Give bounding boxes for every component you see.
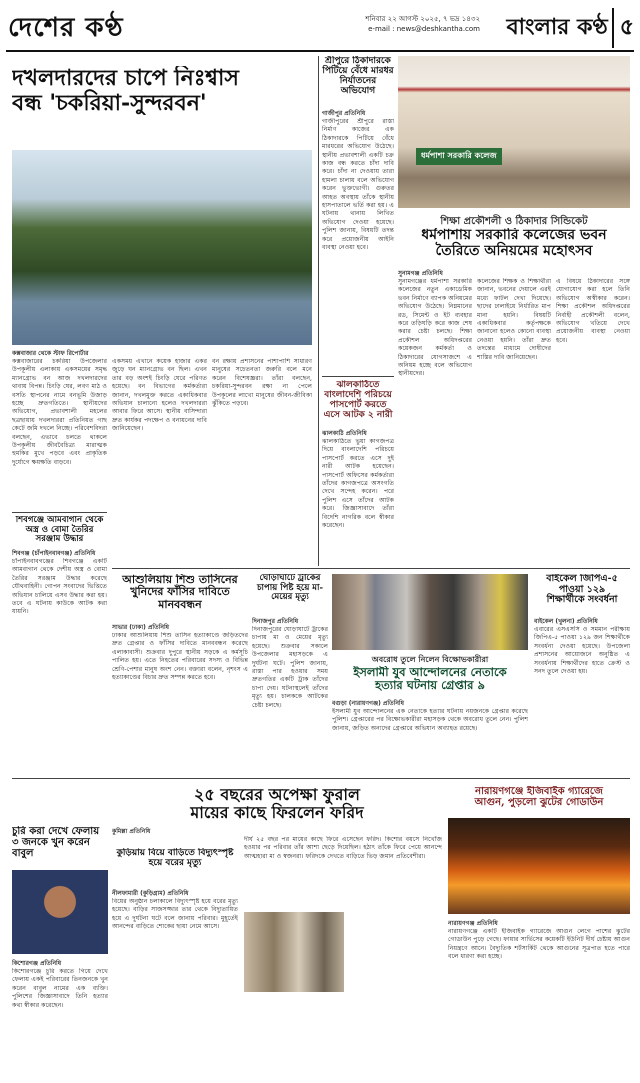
bike-headline-line3: শিক্ষার্থীকে সংবর্ধনা <box>546 594 618 606</box>
theft-byline: কিশোরগঞ্জ প্রতিনিধি <box>12 960 62 967</box>
theft-headline: চুরি করা দেখে ফেলায় ৩ জনকে খুন করেন বাবুল <box>12 826 100 860</box>
lead-headline <box>12 66 312 115</box>
ashulia-byline: সাভার (ঢাকা) প্রতিনিধি <box>112 624 170 631</box>
farid-body: দীর্ঘ ২৫ বছর পর মায়ের কাছে ফিরে এসেছেন ফরিদ। কিশোর বয়সে নিখোঁজ হওয়ার পর পরিবার তাঁর আশা ছেড়ে দিয়েছিল। হঠাৎ তাঁকে ফিরে পেয়ে আনন্দে আত্মহারা মা ও স্বজনরা। ফরিদকে দেখতে বাড়িতে ভিড় জমান প্রতিবেশীরা। <box>244 836 442 860</box>
kurigram-byline: নীলফামারী (কুড়িগ্রাম) প্রতিনিধি <box>112 890 189 897</box>
arrest-headline-line2: হত্যার ঘটনায় গ্রেপ্তার ৯ <box>375 677 485 692</box>
farid-headline-line2: মায়ের কাছে ফিরলেন ফরিদ <box>190 802 364 822</box>
arrest-subhead: অবরোধ তুলে নিলেন বিক্ষোভকারীরা <box>371 655 489 664</box>
arrest-photo <box>332 574 528 650</box>
theft-body: কিশোরগঞ্জে চুরি করতে গিয়ে দেখে ফেলায় একই পরিবারের তিনজনকে খুন করেন বাবুল নামের এক ব্যক্তি। পুলিশের জিজ্ঞাসাবাদে তিনি হত্যার কথা স্বীকার করেছেন। <box>12 968 108 1009</box>
bike-headline-line2: পাওয়া ১২৯ <box>558 583 606 595</box>
college-headline-line1: ধর্মপাশায় সরকারি কলেজের ভবন <box>421 228 607 243</box>
shibganj-body: চাঁপাইনবাবগঞ্জের শিবগঞ্জে একটি আমবাগান থেকে দেশীয় অস্ত্র ও বোমা তৈরির সরঞ্জাম উদ্ধার করেছে যৌথবাহিনী। গোপন সংবাদের ভিত্তিতে অভিযান চালিয়ে এসব উদ্ধার করা হয়। তবে এ ঘটনায় কাউকে আটক করা যায়নি। <box>12 558 107 616</box>
lead-caption: কক্সবাজার থেকে স্টাফ রিপোর্টার <box>12 350 89 357</box>
farid-byline: কুমিল্লা প্রতিনিধি <box>112 828 151 835</box>
valukathi-byline: ঝালকাঠি প্রতিনিধি <box>322 430 367 437</box>
farid-headline-line1: ২৫ বছরের অপেক্ষা ফুরাল <box>194 786 360 804</box>
bike-body: এবারের এসএসসি ও সমমান পরীক্ষায় জিপিএ-৫ পাওয়া ১২৯ জন শিক্ষার্থীকে সংবর্ধনা দেওয়া হয়েছে। উপজেলা প্রশাসনের আয়োজনে অনুষ্ঠিত এ সংবর্ধনায় শিক্ষার্থীদের হাতে ক্রেস্ট ও সনদ তুলে দেওয়া হয়। <box>534 626 630 676</box>
divider <box>12 778 630 779</box>
college-headline-line2: তৈরিতে অনিয়মের মহোৎসব <box>435 242 593 259</box>
lead-headline-line2: বন্ধ 'চকরিয়া-সুন্দরবন' <box>12 89 207 116</box>
masthead-dateline <box>330 8 480 48</box>
college-sign: ধর্মপাশা সরকারি কলেজ <box>416 148 502 165</box>
college-body-col3: এ বিষয়ে ঠিকাদারের সঙ্গে যোগাযোগ করা হলে তিনি অভিযোগ অস্বীকার করেন। শিক্ষা প্রকৌশল অধিদপ্তরের নির্বাহী প্রকৌশলী বলেন, অভিযোগ খতিয়ে দেখে প্রয়োজনীয় ব্যবস্থা নেওয়া হবে। <box>556 278 630 344</box>
email-line: e-mail : news@deshkantha.com <box>368 25 480 33</box>
fire-byline: নারায়ণগঞ্জ প্রতিনিধি <box>448 920 498 927</box>
ashulia-headline-line3: মানববন্ধন <box>158 597 202 611</box>
lead-photo-mangrove <box>12 150 312 345</box>
theft-photo <box>12 870 108 954</box>
fire-headline <box>448 786 630 808</box>
college-headline <box>398 228 630 259</box>
ashulia-headline-line1: আশুলিয়ায় শিশু তাসিনের <box>122 574 238 586</box>
college-byline: সুনামগঞ্জ প্রতিনিধি <box>398 270 443 277</box>
divider <box>12 512 107 513</box>
college-photo <box>398 56 630 208</box>
farid-photo <box>244 912 344 992</box>
sreepur-byline: গাজীপুর প্রতিনিধি <box>322 110 366 117</box>
fire-photo <box>448 818 630 914</box>
kurigram-headline: কুড়িয়ায় বিয়ে বাড়িতে বিদ্যুৎস্পৃষ্ট হয়ে বরের মৃত্যু <box>116 848 234 869</box>
fire-headline-line1: নারায়ণগঞ্জে ইজিবাইক গ্যারেজে <box>475 786 603 797</box>
truck-body: দিনাজপুরের ঘোড়াঘাটে ট্রাকের চাপায় মা ও মেয়ের মৃত্যু হয়েছে। শুক্রবার সকালে উপজেলার মহাসড়কে এ দুর্ঘটনা ঘটে। পুলিশ জানায়, রাস্তা পার হওয়ার সময় দ্রুতগতির একটি ট্রাক তাঁদের চাপা দেয়। ঘটনাস্থলেই তাঁদের মৃত্যু হয়। চালককে আটকের চেষ্টা চলছে। <box>252 626 328 709</box>
masthead-rule <box>6 50 634 52</box>
fire-headline-line2: আগুন, পুড়লো ঝুটের গোডাউন <box>474 797 604 809</box>
arrest-headline-line1: ইসলামী যুব আন্দোলনের নেতাকে <box>353 666 507 679</box>
lead-body-col3: বন রক্ষায় প্রশাসনের পাশাপাশি সাধারণ মানুষের সচেতনতা জরুরি বলে মনে করেন বিশেষজ্ঞরা। তাঁরা বলছেন, চকরিয়া-সুন্দরবন রক্ষা না পেলে উপকূলের লাখো মানুষের জীবন-জীবিকা ঝুঁকিতে পড়বে। <box>212 358 312 408</box>
shibganj-headline: শিবগঞ্জে আমবাগান থেকে অস্ত্র ও বোমা তৈরির সরঞ্জাম উদ্ধার <box>15 516 104 545</box>
fire-body: নারায়ণগঞ্জে একটি ইজিবাইক গ্যারেজে আগুন লেগে পাশের ঝুটের গোডাউন পুড়ে গেছে। ফায়ার সার্ভিসের কয়েকটি ইউনিট দীর্ঘ চেষ্টায় আগুন নিয়ন্ত্রণে আনে। বৈদ্যুতিক শর্টসার্কিট থেকে আগুনের সূত্রপাত হতে পারে বলে ধারণা করা হচ্ছে। <box>448 928 630 961</box>
ashulia-body: ঢাকার আশুলিয়ায় শিশু তাসিন হত্যাকাণ্ডে জড়িতদের দ্রুত গ্রেপ্তার ও ফাঁসির দাবিতে মানববন্ধন করেছে এলাকাবাসী। শুক্রবার দুপুরে স্থানীয় সড়কে এ কর্মসূচি পালিত হয়। এতে নিহতের পরিবারের সদস্য ও বিভিন্ন শ্রেণি-পেশার মানুষ অংশ নেন। বক্তারা বলেন, নৃশংস এ হত্যাকাণ্ডের বিচার দ্রুত সম্পন্ন করতে হবে। <box>112 632 248 682</box>
bike-headline-line1: বাইকেল জিপিএ-৫ <box>546 574 618 584</box>
masthead-left-title: দেশের কণ্ঠ <box>8 13 124 43</box>
ashulia-headline <box>112 574 248 611</box>
college-subhead: শিক্ষা প্রকৌশলী ও ঠিকাদার সিন্ডিকেট <box>440 216 588 227</box>
sreepur-body: গাজীপুরের শ্রীপুরে রাস্তা নির্মাণ কাজের এক ঠিকাদারকে পিটিয়ে বেঁধে মারধরের অভিযোগ উঠেছে। স্থানীয় প্রভাবশালী একটি চক্র কাজ বন্ধ করতে চাঁদা দাবি করে। চাঁদা না দেওয়ায় তারা হামলা চালায় বলে অভিযোগ করেন ভুক্তভোগী। গুরুতর আহত অবস্থায় তাঁকে স্থানীয় হাসপাতালে ভর্তি করা হয়। এ ঘটনায় থানায় লিখিত অভিযোগ দেওয়া হয়েছে। পুলিশ জানায়, বিষয়টি তদন্ত করে প্রয়োজনীয় আইনি ব্যবস্থা নেওয়া হবে। <box>322 118 394 252</box>
sreepur-headline: শ্রীপুরে ঠিকাদারকে পিটিয়ে বেঁধে মারধর নির্যাতনের অভিযোগ <box>322 56 394 97</box>
page-number: ৫ <box>612 8 634 48</box>
shibganj-byline: শিবগঞ্জ (চাঁপাইনবাবগঞ্জ) প্রতিনিধি <box>12 550 96 557</box>
masthead-right <box>484 8 634 48</box>
farid-headline <box>112 786 442 822</box>
lead-headline-line1: দখলদারদের চাপে নিঃশ্বাস <box>12 66 239 91</box>
divider <box>112 568 630 569</box>
valukathi-headline: ঝালকাঠিতে বাংলাদেশি পরিচয়ে পাসপোর্ট করতে এসে আটক ২ নারী <box>323 380 393 421</box>
college-body-col2: কলেজের শিক্ষক ও শিক্ষার্থীরা জানান, ভবনের দেয়ালে এরই মধ্যে ফাটল দেখা দিয়েছে। ছাদের ঢালাইয়ে নির্ধারিত মাপ মানা হয়নি। বিষয়টি একাধিকবার কর্তৃপক্ষকে জানানো হলেও কোনো ব্যবস্থা নেওয়া হয়নি। তাঁরা দ্রুত তদন্তের মাধ্যমে দোষীদের শাস্তির দাবি জানিয়েছেন। <box>477 278 551 361</box>
lead-body-col2: একসময় এখানে কয়েক হাজার একর জুড়ে ঘন ম্যানগ্রোভ বন ছিল। এখন তার বড় অংশই চিংড়ি ঘেরে পরিণত হয়েছে। বন বিভাগের কর্মকর্তারা জানান, দখলমুক্ত করতে একাধিকবার অভিযান চালানো হলেও দখলদাররা আবার ফিরে আসে। স্থানীয় বাসিন্দারা দ্রুত কার্যকর পদক্ষেপ ও বনায়নের দাবি জানিয়েছেন। <box>112 358 207 433</box>
column-divider <box>318 56 319 566</box>
valukathi-body: ঝালকাঠিতে ভুয়া কাগজপত্র দিয়ে বাংলাদেশি পরিচয়ে পাসপোর্ট করতে এসে দুই নারী আটক হয়েছেন। পাসপোর্ট অফিসের কর্মকর্তারা তাঁদের কাগজপত্রে অসংগতি দেখে সন্দেহ করেন। পরে পুলিশ এসে তাঁদের আটক করে। জিজ্ঞাসাবাদে তাঁরা বিদেশি নাগরিক বলে স্বীকার করেছেন। <box>322 438 394 530</box>
ashulia-headline-line2: খুনিদের ফাঁসির দাবিতে <box>130 585 230 599</box>
truck-headline: ঘোড়াঘাটে ট্রাকের চাপায় পিষ্ট হয়ে মা-মেয়ের মৃত্যু <box>256 574 324 603</box>
kurigram-body: বিয়ের অনুষ্ঠান চলাকালে বিদ্যুৎস্পৃষ্ট হয়ে বরের মৃত্যু হয়েছে। বাড়ির সাজসজ্জার তার থেকে বিদ্যুতায়িত হয়ে এ দুর্ঘটনা ঘটে বলে জানায় পরিবার। মুহূর্তেই আনন্দের বাড়িতে শোকের ছায়া নেমে আসে। <box>112 898 238 931</box>
bike-byline: বাইকেল (খুলনা) প্রতিনিধি <box>534 618 598 625</box>
lead-body-col1: কক্সবাজারের চকরিয়া উপজেলার উপকূলীয় এলাকায় একসময়ের সমৃদ্ধ ম্যানগ্রোভ বন আজ দখলদারদের থাবায় বিপন্ন। চিংড়ি ঘের, লবণ মাঠ ও বসতি স্থাপনের নামে বনভূমি উজাড় হচ্ছে দ্রুতগতিতে। স্থানীয়দের অভিযোগ, প্রভাবশালী মহলের ছত্রছায়ায় দখলদাররা প্রতিনিয়ত গাছ কেটে জমি দখলে নিচ্ছে। পরিবেশবিদরা বলছেন, এভাবে চলতে থাকলে উপকূলীয় জীববৈচিত্র্য মারাত্মক হুমকির মুখে পড়বে এবং প্রাকৃতিক দুর্যোগে ক্ষয়ক্ষতি বাড়বে। <box>12 358 107 466</box>
masthead-right-title: বাংলার কণ্ঠ <box>506 15 608 40</box>
truck-byline: দিনাজপুর প্রতিনিধি <box>252 618 299 625</box>
divider <box>322 376 394 377</box>
college-body-col1: সুনামগঞ্জের ধর্মপাশা সরকারি কলেজের নতুন একাডেমিক ভবন নির্মাণে ব্যাপক অনিয়মের অভিযোগ উঠেছে। নিম্নমানের রড, সিমেন্ট ও ইট ব্যবহার করে তড়িঘড়ি করে কাজ শেষ করার চেষ্টা চলছে। শিক্ষা প্রকৌশল অধিদপ্তরের কয়েকজন কর্মকর্তা ও ঠিকাদারের যোগসাজশে এ অনিয়ম হচ্ছে বলে অভিযোগ স্থানীয়দের। <box>398 278 472 378</box>
bike-headline <box>534 574 630 606</box>
date-line: শনিবার ২২ আগস্ট ২০২৫, ৭ ভদ্র ১৪৩২ <box>365 15 480 23</box>
arrest-byline: বগুড়া (নারায়ণগঞ্জ) প্রতিনিধি <box>332 700 405 707</box>
arrest-body: ইসলামী যুব আন্দোলনের এক নেতাকে হত্যার ঘটনায় নয়জনকে গ্রেপ্তার করেছে পুলিশ। গ্রেপ্তারের পর বিক্ষোভকারীরা মহাসড়ক থেকে অবরোধ তুলে নেন। পুলিশ জানায়, জড়িত অন্যদের গ্রেপ্তারে অভিযান অব্যাহত রয়েছে। <box>332 708 528 732</box>
arrest-headline <box>332 666 528 692</box>
